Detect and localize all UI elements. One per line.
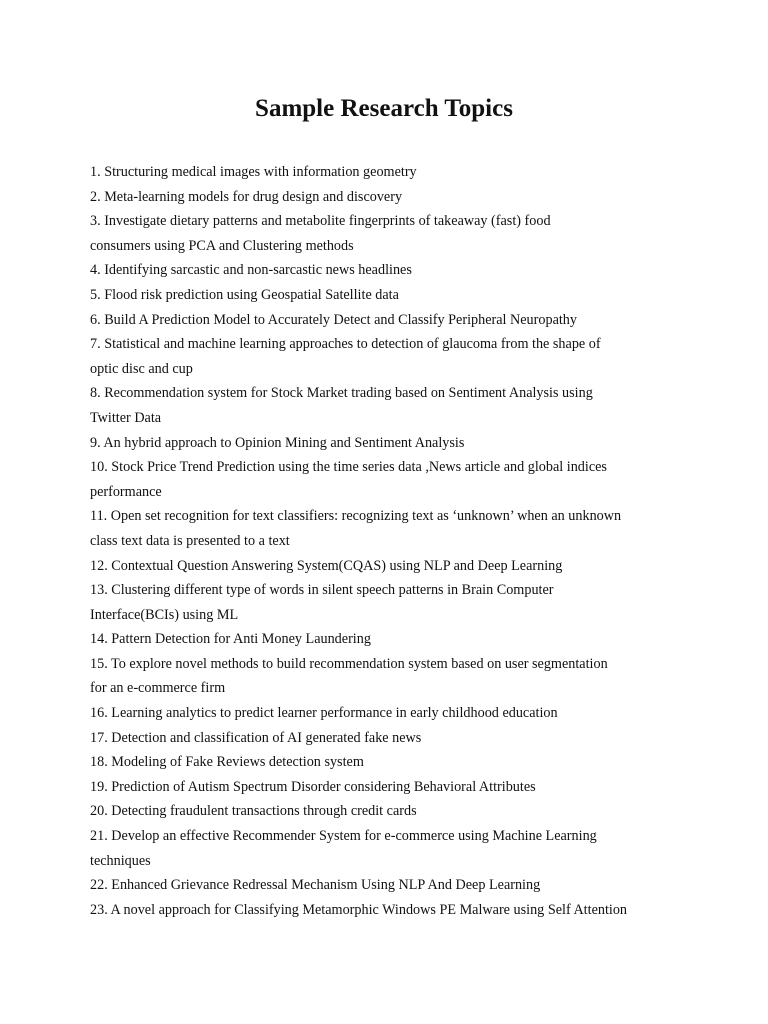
topic-line: 14. Pattern Detection for Anti Money Laundering xyxy=(90,631,371,648)
topic-line: 19. Prediction of Autism Spectrum Disorder considering Behavioral Attributes xyxy=(90,778,536,795)
topic-line: 3. Investigate dietary patterns and metabolite fingerprints of takeaway (fast) food xyxy=(90,213,551,230)
topic-line: 21. Develop an effective Recommender System for e-commerce using Machine Learning xyxy=(90,828,597,845)
topic-line: consumers using PCA and Clustering methods xyxy=(90,237,354,254)
topic-line: performance xyxy=(90,483,162,500)
topic-line: for an e-commerce firm xyxy=(90,680,226,697)
topic-line: 13. Clustering different type of words in silent speech patterns in Brain Computer xyxy=(90,582,554,599)
topic-line: 7. Statistical and machine learning approaches to detection of glaucoma from the shape of xyxy=(90,336,601,353)
topic-line: 12. Contextual Question Answering System(CQAS) using NLP and Deep Learning xyxy=(90,557,563,574)
topic-line: 20. Detecting fraudulent transactions through credit cards xyxy=(90,803,417,820)
topic-line: 5. Flood risk prediction using Geospatial Satellite data xyxy=(90,286,399,303)
topic-line: 22. Enhanced Grievance Redressal Mechanism Using NLP And Deep Learning xyxy=(90,877,541,894)
topic-line: 2. Meta-learning models for drug design and discovery xyxy=(90,188,403,205)
topic-line: 8. Recommendation system for Stock Market trading based on Sentiment Analysis using xyxy=(90,385,593,402)
topic-line: 17. Detection and classification of AI generated fake news xyxy=(90,729,422,746)
topic-line: optic disc and cup xyxy=(90,360,193,377)
topic-line: 11. Open set recognition for text classifiers: recognizing text as ‘unknown’ when an unknown xyxy=(90,508,622,525)
topic-line: 18. Modeling of Fake Reviews detection system xyxy=(90,754,364,771)
topic-line: 1. Structuring medical images with information geometry xyxy=(90,164,417,180)
topic-line: 6. Build A Prediction Model to Accurately Detect and Classify Peripheral Neuropathy xyxy=(90,311,577,328)
topic-line: class text data is presented to a text xyxy=(90,532,290,549)
topic-line: Interface(BCIs) using ML xyxy=(90,606,239,623)
page-title: Sample Research Topics xyxy=(255,95,513,122)
topic-list xyxy=(90,160,650,922)
topic-line: 15. To explore novel methods to build recommendation system based on user segmentation xyxy=(90,655,608,672)
topic-line: Twitter Data xyxy=(90,409,162,426)
topic-line: 9. An hybrid approach to Opinion Mining and Sentiment Analysis xyxy=(90,434,465,451)
topic-line: 10. Stock Price Trend Prediction using the time series data ,News article and global indices xyxy=(90,459,607,476)
topic-line: techniques xyxy=(90,852,151,869)
topic-line: 4. Identifying sarcastic and non-sarcastic news headlines xyxy=(90,262,412,279)
topic-line: 16. Learning analytics to predict learner performance in early childhood education xyxy=(90,705,558,722)
topic-line: 23. A novel approach for Classifying Metamorphic Windows PE Malware using Self Attention xyxy=(90,901,628,918)
